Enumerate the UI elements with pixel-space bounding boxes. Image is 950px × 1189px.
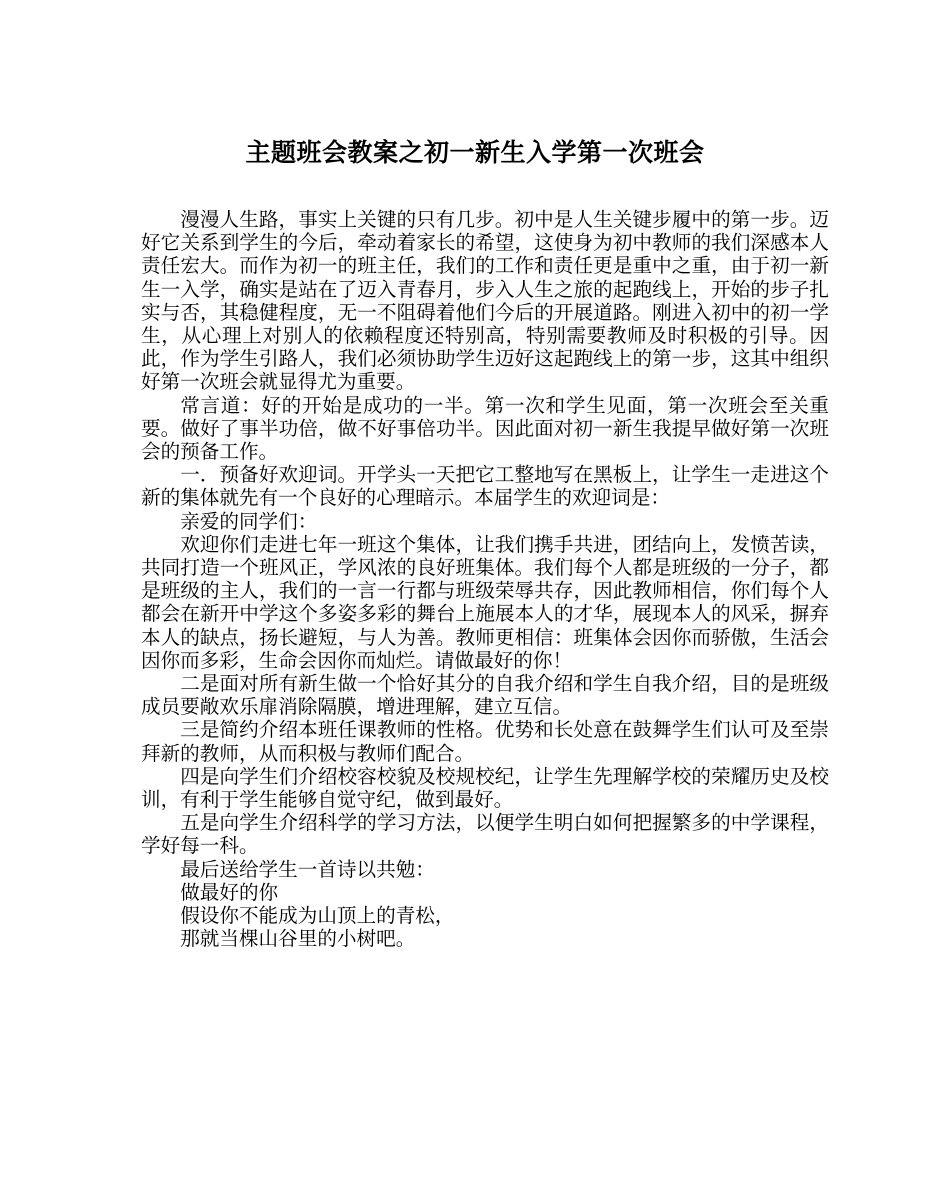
paragraph: 欢迎你们走进七年一班这个集体，让我们携手共进，团结向上，发愤苦读，共同打造一个班风正，学风浓的良好班集体。我们每个人都是班级的一分子，都是班级的主人，我们的一言一行都与班级荣辱共存，因此教师相信，你们每个人都会在新开中学这个多姿多彩的舞台上施展本人的才华，展现本人的风采，摒弃本人的缺点，扬长避短，与人为善。教师更相信：班集体会因你而骄傲，生活会因你而多彩，生命会因你而灿烂。请做最好的你！ xyxy=(141,532,829,672)
paragraph: 二是面对所有新生做一个恰好其分的自我介绍和学生自我介绍，目的是班级成员要敞欢乐扉消除隔膜，增进理解，建立互信。 xyxy=(141,672,829,719)
document-body xyxy=(141,208,829,951)
paragraph: 四是向学生们介绍校容校貌及校规校纪，让学生先理解学校的荣耀历史及校训，有利于学生能够自觉守纪，做到最好。 xyxy=(141,764,829,812)
paragraph: 五是向学生介绍科学的学习方法，以便学生明白如何把握繁多的中学课程，学好每一科。 xyxy=(141,811,829,858)
document-title: 主题班会教案之初一新生入学第一次班会 xyxy=(245,138,705,167)
paragraph: 一．预备好欢迎词。开学头一天把它工整地写在黑板上，让学生一走进这个新的集体就先有一个良好的心理暗示。本届学生的欢迎词是： xyxy=(141,463,829,510)
paragraph: 最后送给学生一首诗以共勉： xyxy=(180,857,435,881)
paragraph: 漫漫人生路，事实上关键的只有几步。初中是人生关键步履中的第一步。迈好它关系到学生的今后，牵动着家长的希望，这使身为初中教师的我们深感本人责任宏大。而作为初一的班主任，我们的工作和责任更是重中之重，由于初一新生一入学，确实是站在了迈入青春月，步入人生之旅的起跑线上，开始的步子扎实与否，其稳健程度，无一不阻碍着他们今后的开展道路。刚进入初中的初一学生，从心理上对别人的依赖程度还特别高，特别需要教师及时积极的引导。因此，作为学生引路人，我们必须协助学生迈好这起跑线上的第一步，这其中组织好第一次班会就显得尤为重要。 xyxy=(141,208,829,394)
poem-title: 做最好的你 xyxy=(180,880,279,904)
paragraph: 亲爱的同学们： xyxy=(180,509,318,533)
paragraph: 常言道：好的开始是成功的一半。第一次和学生见面，第一次班会至关重要。做好了事半功倍，做不好事倍功半。因此面对初一新生我提早做好第一次班会的预备工作。 xyxy=(141,393,829,464)
poem-line: 假设你不能成为山顶上的青松， xyxy=(180,904,455,928)
poem-line: 那就当棵山谷里的小树吧。 xyxy=(180,927,416,951)
paragraph: 三是简约介绍本班任课教师的性格。优势和长处意在鼓舞学生们认可及至崇拜新的教师，从而积极与教师们配合。 xyxy=(141,718,829,765)
